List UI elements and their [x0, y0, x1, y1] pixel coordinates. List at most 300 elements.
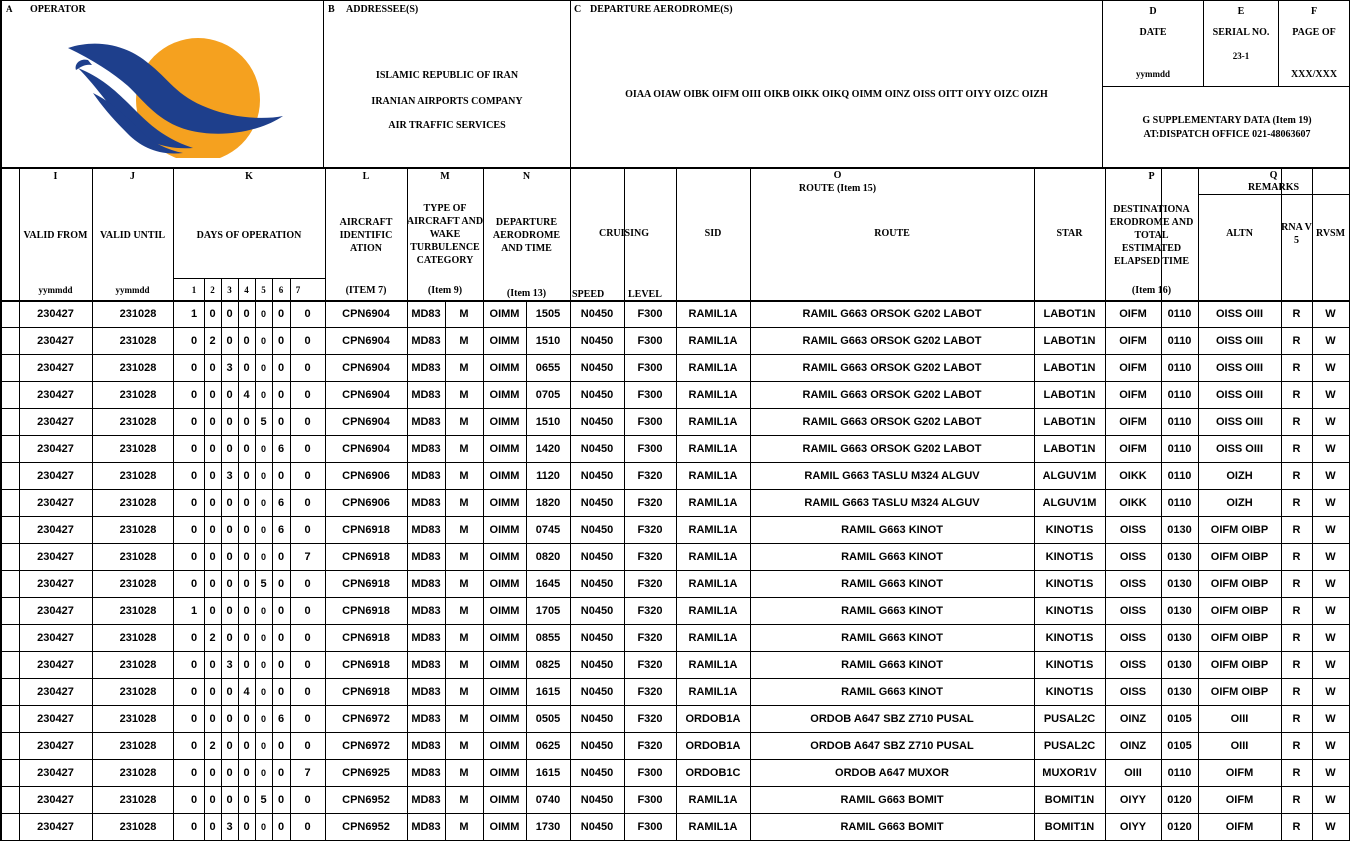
cell-day-7: 0: [304, 578, 311, 590]
cell-valid-from: 230427: [37, 578, 74, 590]
sub-item-16: (Item 16): [1131, 284, 1172, 296]
cell-rnav5: R: [1292, 470, 1301, 482]
cell-altn: OIFM OIBP: [1210, 686, 1269, 698]
cell-day-3: 0: [226, 794, 233, 806]
cell-day-4: 0: [243, 821, 250, 833]
cell-rnav5: R: [1292, 524, 1301, 536]
cell-rnav5: R: [1292, 389, 1301, 401]
cell-route: RAMIL G663 KINOT: [841, 605, 943, 617]
cell-cruise-level: F320: [637, 605, 663, 617]
cell-day-7: 0: [304, 389, 311, 401]
cell-altn: OIFM: [1225, 821, 1254, 833]
cell-star: KINOT1S: [1045, 524, 1094, 536]
date-letter: D: [1149, 5, 1157, 17]
cell-aircraft-id: CPN6904: [342, 335, 390, 347]
cell-star: LABOT1N: [1043, 416, 1096, 428]
cell-rvsm: W: [1325, 389, 1336, 401]
cell-valid-from: 230427: [37, 605, 74, 617]
cell-day-5: 0: [260, 633, 266, 643]
cell-day-7: 0: [304, 470, 311, 482]
cell-day-6: 0: [277, 794, 285, 806]
day-header-7: 7: [295, 284, 301, 295]
cell-altn: OIFM OIBP: [1210, 605, 1269, 617]
cell-cruise-level: F300: [637, 362, 663, 374]
cell-valid-until: 231028: [119, 308, 157, 320]
cell-wake-category: M: [459, 443, 469, 455]
cell-cruise-level: F300: [637, 335, 663, 347]
cell-aircraft-id: CPN6925: [342, 767, 390, 779]
cell-day-4: 4: [243, 686, 250, 698]
cell-valid-until: 231028: [119, 821, 157, 833]
cell-day-5: 0: [260, 444, 266, 454]
cell-wake-category: M: [459, 740, 469, 752]
page-value: XXX/XXX: [1290, 68, 1338, 80]
airline-logo: [58, 38, 288, 158]
cell-aircraft-type: MD83: [411, 551, 441, 563]
sub-level: LEVEL: [628, 288, 662, 300]
cell-day-6: 0: [277, 659, 285, 671]
cell-day-3: 0: [226, 443, 233, 455]
cell-departure-time: 1645: [535, 578, 561, 590]
cell-sid: RAMIL1A: [688, 632, 738, 644]
cell-rvsm: W: [1325, 416, 1336, 428]
cell-rvsm: W: [1325, 443, 1336, 455]
cell-sid: ORDOB1C: [685, 767, 741, 779]
sub-item-9: (Item 9): [427, 284, 463, 296]
rule-line: [0, 0, 1350, 1]
cell-day-4: 0: [243, 335, 250, 347]
cell-wake-category: M: [459, 686, 469, 698]
cell-day-1: 0: [190, 389, 198, 401]
cell-departure-time: 1120: [536, 470, 560, 482]
cell-day-3: 3: [226, 362, 233, 374]
cell-valid-from: 230427: [37, 335, 74, 347]
cell-day-1: 0: [190, 416, 198, 428]
cell-day-7: 0: [304, 416, 311, 428]
cell-wake-category: M: [459, 551, 469, 563]
cell-departure-aerodrome: OIMM: [489, 578, 520, 590]
cell-destination: OIFM: [1119, 362, 1147, 374]
cell-elapsed-time: 0130: [1167, 578, 1192, 590]
cell-departure-aerodrome: OIMM: [489, 389, 520, 401]
cell-day-1: 0: [190, 740, 198, 752]
cell-star: LABOT1N: [1043, 443, 1096, 455]
cell-day-4: 0: [243, 416, 250, 428]
cell-wake-category: M: [459, 767, 469, 779]
cell-star: KINOT1S: [1045, 686, 1094, 698]
cell-day-1: 0: [190, 821, 198, 833]
cell-day-2: 0: [209, 551, 216, 563]
cell-cruise-level: F320: [637, 578, 663, 590]
cell-valid-until: 231028: [119, 632, 157, 644]
cell-day-1: 0: [190, 659, 198, 671]
cell-day-3: 0: [226, 767, 233, 779]
cell-star: ALGUV1M: [1042, 497, 1097, 509]
cell-valid-from: 230427: [37, 821, 74, 833]
cell-rvsm: W: [1325, 578, 1336, 590]
cell-day-3: 0: [226, 713, 233, 725]
cell-wake-category: M: [459, 308, 469, 320]
cell-rvsm: W: [1325, 713, 1336, 725]
cell-elapsed-time: 0130: [1167, 524, 1192, 536]
cell-sid: RAMIL1A: [688, 335, 738, 347]
cell-aircraft-id: CPN6918: [342, 605, 390, 617]
cell-destination: OISS: [1119, 551, 1147, 563]
date-value: yymmdd: [1135, 68, 1170, 79]
cell-route: ORDOB A647 SBZ Z710 PUSAL: [810, 713, 974, 725]
cell-aircraft-type: MD83: [411, 686, 441, 698]
cell-day-1: 0: [190, 497, 198, 509]
cell-valid-from: 230427: [37, 308, 74, 320]
cell-day-6: 0: [277, 308, 285, 320]
day-header-5: 5: [261, 284, 266, 295]
cell-cruise-speed: N0450: [580, 389, 614, 401]
cell-departure-aerodrome: OIMM: [489, 713, 520, 725]
cell-route: RAMIL G663 KINOT: [841, 551, 943, 563]
cell-departure-aerodrome: OIMM: [489, 551, 520, 563]
cell-day-5: 0: [260, 741, 266, 751]
cell-star: LABOT1N: [1043, 389, 1096, 401]
col-valid-until: VALID UNTIL: [99, 229, 166, 241]
cell-cruise-speed: N0450: [580, 605, 614, 617]
cell-day-2: 0: [209, 416, 216, 428]
cell-rvsm: W: [1325, 470, 1336, 482]
cell-rnav5: R: [1292, 794, 1301, 806]
cell-rvsm: W: [1325, 335, 1336, 347]
col-aircraft-type: TYPE OF AIRCRAFT AND WAKE TURBULENCE CATEGORY: [406, 202, 484, 266]
cell-star: PUSAL2C: [1043, 740, 1096, 752]
cell-elapsed-time: 0110: [1167, 443, 1192, 455]
cell-rvsm: W: [1325, 308, 1336, 320]
col-sid: SID: [704, 227, 722, 239]
cell-departure-aerodrome: OIMM: [489, 632, 520, 644]
rule-line: [173, 278, 325, 279]
cell-altn: OIFM: [1225, 767, 1254, 779]
col-O-title: ROUTE (Item 15): [798, 182, 877, 194]
cell-departure-aerodrome: OIMM: [489, 740, 520, 752]
cell-day-5: 0: [260, 687, 266, 697]
cell-destination: OISS: [1119, 632, 1147, 644]
cell-rvsm: W: [1325, 362, 1336, 374]
cell-valid-from: 230427: [37, 551, 74, 563]
cell-route: RAMIL G663 ORSOK G202 LABOT: [802, 389, 982, 401]
cell-rnav5: R: [1292, 551, 1301, 563]
cell-sid: RAMIL1A: [688, 686, 738, 698]
cell-aircraft-type: MD83: [411, 821, 441, 833]
cell-departure-time: 0820: [535, 551, 561, 563]
cell-sid: RAMIL1A: [688, 551, 738, 563]
cell-valid-until: 231028: [119, 470, 157, 482]
sub-valid-until: yymmdd: [115, 284, 150, 295]
cell-rvsm: W: [1325, 659, 1336, 671]
cell-day-5: 0: [260, 552, 266, 562]
cell-rvsm: W: [1325, 524, 1336, 536]
day-header-2: 2: [210, 284, 215, 295]
cell-aircraft-type: MD83: [411, 335, 441, 347]
cell-route: RAMIL G663 ORSOK G202 LABOT: [802, 443, 982, 455]
cell-destination: OIYY: [1119, 821, 1147, 833]
cell-day-7: 0: [304, 821, 311, 833]
cell-aircraft-id: CPN6904: [342, 389, 390, 401]
cell-day-1: 0: [190, 362, 198, 374]
cell-route: RAMIL G663 ORSOK G202 LABOT: [802, 362, 982, 374]
cell-day-5: 0: [260, 768, 266, 778]
cell-day-2: 0: [209, 578, 216, 590]
cell-cruise-level: F300: [637, 416, 663, 428]
cell-valid-until: 231028: [119, 362, 157, 374]
cell-destination: OIFM: [1119, 308, 1147, 320]
cell-valid-until: 231028: [119, 335, 157, 347]
col-route: ROUTE: [874, 227, 910, 239]
cell-wake-category: M: [459, 389, 469, 401]
cell-sid: ORDOB1A: [685, 740, 741, 752]
cell-elapsed-time: 0130: [1167, 659, 1192, 671]
cell-departure-time: 1420: [535, 443, 561, 455]
cell-elapsed-time: 0105: [1167, 740, 1192, 752]
cell-aircraft-id: CPN6918: [342, 524, 390, 536]
cell-valid-from: 230427: [37, 524, 74, 536]
cell-valid-until: 231028: [119, 794, 157, 806]
cell-aircraft-type: MD83: [411, 470, 441, 482]
cell-day-2: 0: [209, 767, 216, 779]
cell-day-3: 3: [226, 821, 233, 833]
cell-day-7: 0: [304, 713, 311, 725]
cell-day-5: 0: [260, 525, 266, 535]
cell-departure-aerodrome: OIMM: [489, 443, 520, 455]
cell-destination: OISS: [1119, 578, 1147, 590]
cell-day-6: 0: [277, 335, 285, 347]
cell-day-6: 0: [277, 605, 285, 617]
cell-day-4: 0: [243, 551, 250, 563]
cell-departure-time: 1615: [535, 686, 561, 698]
cell-day-6: 0: [277, 551, 285, 563]
cell-destination: OINZ: [1119, 713, 1147, 725]
cell-day-2: 0: [209, 524, 216, 536]
cell-day-6: 0: [277, 578, 285, 590]
cell-day-4: 0: [243, 497, 250, 509]
cell-cruise-speed: N0450: [580, 470, 614, 482]
cell-rnav5: R: [1292, 335, 1301, 347]
sub-valid-from: yymmdd: [38, 284, 73, 295]
cell-cruise-level: F300: [637, 389, 663, 401]
supplementary-line-2: AT:DISPATCH OFFICE 021-48063607: [1143, 128, 1311, 140]
cell-day-1: 0: [190, 632, 198, 644]
cell-cruise-level: F300: [637, 443, 663, 455]
cell-wake-category: M: [459, 605, 469, 617]
cell-valid-until: 231028: [119, 578, 157, 590]
cell-day-5: 0: [260, 822, 266, 832]
cell-rvsm: W: [1325, 740, 1336, 752]
day-header-6: 6: [278, 284, 284, 295]
cell-day-2: 0: [209, 443, 216, 455]
cell-sid: RAMIL1A: [688, 794, 738, 806]
cell-day-1: 0: [190, 470, 198, 482]
cell-day-7: 7: [304, 767, 311, 779]
cell-departure-aerodrome: OIMM: [489, 470, 520, 482]
cell-star: LABOT1N: [1043, 362, 1096, 374]
serial-letter: E: [1237, 5, 1245, 17]
cell-altn: OIZH: [1226, 497, 1253, 509]
cell-day-7: 0: [304, 794, 311, 806]
cell-cruise-level: F320: [637, 470, 663, 482]
cell-day-1: 0: [190, 524, 198, 536]
cell-day-6: 6: [277, 443, 285, 455]
col-rvsm: RVSM: [1315, 227, 1346, 239]
cell-aircraft-id: CPN6904: [342, 416, 390, 428]
cell-aircraft-id: CPN6918: [342, 578, 390, 590]
cell-rnav5: R: [1292, 686, 1301, 698]
cell-day-2: 2: [209, 740, 216, 752]
cell-day-2: 0: [209, 470, 216, 482]
cell-day-4: 0: [243, 524, 250, 536]
cell-destination: OIII: [1124, 767, 1142, 779]
cell-day-6: 0: [277, 632, 285, 644]
cell-destination: OISS: [1119, 659, 1147, 671]
cell-star: MUXOR1V: [1042, 767, 1097, 779]
sub-item-13: (Item 13): [506, 287, 547, 299]
cell-elapsed-time: 0130: [1167, 632, 1192, 644]
cell-sid: RAMIL1A: [688, 443, 738, 455]
cell-aircraft-id: CPN6906: [342, 470, 390, 482]
cell-departure-aerodrome: OIMM: [489, 524, 520, 536]
cell-aircraft-type: MD83: [411, 578, 441, 590]
cell-day-4: 0: [243, 632, 250, 644]
rule-line: [1198, 194, 1349, 195]
cell-day-6: 0: [277, 362, 285, 374]
cell-elapsed-time: 0130: [1167, 605, 1192, 617]
cell-valid-until: 231028: [119, 740, 157, 752]
cell-rnav5: R: [1292, 308, 1301, 320]
cell-altn: OISS OIII: [1215, 362, 1264, 374]
cell-sid: RAMIL1A: [688, 497, 738, 509]
cell-route: RAMIL G663 KINOT: [841, 686, 943, 698]
cell-cruise-speed: N0450: [580, 308, 614, 320]
cell-cruise-speed: N0450: [580, 335, 614, 347]
cell-rnav5: R: [1292, 362, 1301, 374]
cell-aircraft-type: MD83: [411, 497, 441, 509]
rule-line: [1102, 86, 1350, 87]
cell-cruise-level: F320: [637, 659, 663, 671]
cell-day-2: 2: [209, 335, 216, 347]
day-header-4: 4: [244, 284, 249, 295]
operator-letter: A: [6, 3, 13, 14]
cell-day-7: 0: [304, 335, 311, 347]
cell-day-4: 0: [243, 443, 250, 455]
cell-aircraft-type: MD83: [411, 740, 441, 752]
cell-destination: OISS: [1119, 524, 1147, 536]
cell-day-7: 0: [304, 632, 311, 644]
cell-cruise-level: F300: [637, 767, 663, 779]
cell-destination: OIYY: [1119, 794, 1147, 806]
cell-rvsm: W: [1325, 551, 1336, 563]
cell-valid-from: 230427: [37, 713, 74, 725]
departure-aerodromes: OIAA OIAW OIBK OIFM OIII OIKB OIKK OIKQ OIMM OINZ OISS OITT OIYY OIZC OIZH: [625, 88, 1048, 100]
cell-altn: OISS OIII: [1215, 416, 1264, 428]
cell-valid-from: 230427: [37, 497, 74, 509]
cell-day-3: 0: [226, 335, 233, 347]
cell-elapsed-time: 0110: [1167, 389, 1192, 401]
col-N-letter: N: [522, 170, 531, 182]
cell-altn: OISS OIII: [1215, 443, 1264, 455]
col-I-letter: I: [53, 170, 58, 182]
cell-destination: OIFM: [1119, 443, 1147, 455]
cell-departure-aerodrome: OIMM: [489, 767, 520, 779]
cell-day-3: 0: [226, 605, 233, 617]
cell-day-2: 0: [209, 794, 216, 806]
cell-route: RAMIL G663 ORSOK G202 LABOT: [802, 308, 982, 320]
cell-wake-category: M: [459, 659, 469, 671]
cell-departure-aerodrome: OIMM: [489, 416, 520, 428]
cell-departure-time: 0825: [535, 659, 561, 671]
cell-star: LABOT1N: [1043, 308, 1096, 320]
cell-day-4: 0: [243, 659, 250, 671]
rule-line: [1102, 0, 1103, 167]
cell-aircraft-type: MD83: [411, 605, 441, 617]
cell-rvsm: W: [1325, 794, 1336, 806]
cell-day-2: 0: [209, 497, 216, 509]
cell-valid-until: 231028: [119, 686, 157, 698]
cell-day-4: 0: [243, 767, 250, 779]
cell-day-4: 0: [243, 740, 250, 752]
cell-valid-from: 230427: [37, 443, 74, 455]
cell-altn: OIFM: [1225, 794, 1254, 806]
col-K-letter: K: [245, 170, 253, 182]
cell-departure-aerodrome: OIMM: [489, 362, 520, 374]
cell-destination: OIFM: [1119, 416, 1147, 428]
cell-destination: OINZ: [1119, 740, 1147, 752]
cell-day-6: 0: [277, 821, 285, 833]
cell-day-4: 0: [243, 794, 250, 806]
cell-departure-aerodrome: OIMM: [489, 659, 520, 671]
cell-valid-until: 231028: [119, 416, 157, 428]
col-P-letter: P: [1148, 170, 1155, 182]
cell-day-5: 0: [260, 309, 266, 319]
cell-rvsm: W: [1325, 632, 1336, 644]
cell-departure-time: 1730: [535, 821, 561, 833]
addressee-line-3: AIR TRAFFIC SERVICES: [388, 119, 506, 131]
cell-day-7: 7: [304, 551, 311, 563]
cell-departure-aerodrome: OIMM: [489, 821, 520, 833]
cell-cruise-speed: N0450: [580, 551, 614, 563]
cell-route: RAMIL G663 ORSOK G202 LABOT: [802, 416, 982, 428]
cell-departure-time: 1505: [535, 308, 561, 320]
cell-valid-until: 231028: [119, 551, 157, 563]
cell-day-6: 6: [277, 524, 285, 536]
cell-day-7: 0: [304, 686, 311, 698]
cell-day-6: 0: [277, 389, 285, 401]
cell-departure-aerodrome: OIMM: [489, 794, 520, 806]
cell-day-4: 0: [243, 578, 250, 590]
cell-cruise-speed: N0450: [580, 686, 614, 698]
serial-title: SERIAL NO.: [1212, 26, 1270, 38]
cell-cruise-level: F320: [637, 740, 663, 752]
cell-elapsed-time: 0130: [1167, 686, 1192, 698]
cell-valid-until: 231028: [119, 767, 157, 779]
cell-valid-from: 230427: [37, 632, 74, 644]
cell-aircraft-id: CPN6952: [342, 794, 390, 806]
cell-sid: RAMIL1A: [688, 389, 738, 401]
col-aircraft-identification: AIRCRAFT IDENTIFIC ATION: [339, 216, 393, 254]
cell-elapsed-time: 0120: [1167, 794, 1192, 806]
cell-aircraft-type: MD83: [411, 713, 441, 725]
addressee-letter: B: [328, 3, 335, 15]
cell-day-5: 0: [260, 714, 266, 724]
cell-elapsed-time: 0110: [1167, 416, 1192, 428]
cell-cruise-speed: N0450: [580, 659, 614, 671]
cell-day-5: 0: [260, 471, 266, 481]
cell-sid: RAMIL1A: [688, 362, 738, 374]
cell-day-6: 6: [277, 497, 285, 509]
